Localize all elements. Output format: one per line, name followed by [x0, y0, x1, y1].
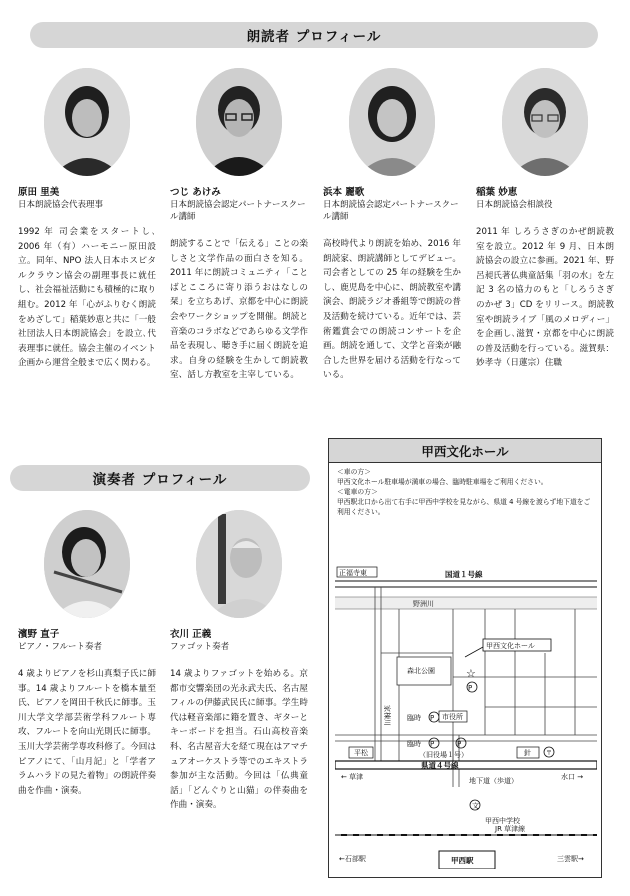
portrait-photo [196, 68, 282, 176]
player-profile-banner [10, 465, 310, 491]
portrait-photo [502, 68, 588, 176]
reader-profile-4 [476, 68, 614, 371]
reader-profile-banner [30, 22, 598, 48]
label-route1: 国道１号線 [445, 570, 483, 579]
reader-profile-2 [170, 68, 308, 383]
label-yasugawa: 野洲川 [413, 600, 434, 608]
person-name: 原田 里美 [18, 187, 60, 198]
access-info [329, 463, 601, 517]
person-bio: 4 歳よりピアノを杉山真梨子氏に師事。14 歳よりフルートを橋本量至氏、ピアノを岡田千秋氏に師事。玉川大学文学部芸術学科フルート専攻、フルートを向山光則氏に師事。玉川大学芸術学専攻科修了。今回はピアノにて､「山月記」と「学者アラムハラドの見た着物」の朗読伴奏曲を作曲・演奏。 [18, 669, 156, 796]
hall-star-icon: ☆ [466, 667, 476, 680]
car-text: 甲西文化ホール駐車場が満車の場合、臨時駐車場をご利用ください。 [337, 478, 548, 486]
person-name: つじ あけみ [170, 187, 221, 198]
person-name: 浜本 麗歌 [323, 187, 365, 198]
portrait-photo [196, 510, 282, 618]
person-name: 衣川 正義 [170, 629, 212, 640]
parking-icon: P [457, 740, 462, 748]
parking-icon: P [430, 740, 435, 748]
person-role: ファゴット奏者 [170, 642, 230, 652]
label-hari: 針 [524, 749, 531, 757]
label-hall: 甲西文化ホール [486, 642, 535, 650]
label-minakuchi-direction: 水口 → [561, 773, 584, 781]
person-role: 日本朗読協会認定パートナースクール講師 [170, 200, 306, 222]
label-old-city-hall: （旧役場１号） [419, 751, 468, 759]
access-map [335, 557, 597, 869]
parking-icon: P [468, 684, 473, 692]
portrait-photo [349, 68, 435, 176]
label-kusatsu-direction: ← 草津 [341, 773, 364, 781]
person-role: 日本朗読協会認定パートナースクール講師 [323, 200, 459, 222]
person-bio: 14 歳よりファゴットを始める。京都市交響楽団の光永武夫氏、名古屋フィルの伊藤武民氏に師事。学生時代は軽音楽部に籍を置き、ギターとキーボードを担当。石山高校音楽科、名古屋音大を経て現在はアマチュアオーケストラ等でのエキストラ参加が主な活動。今回は「仏典童話」「どんぐりと山猫」の伴奏曲を作曲・演奏。 [170, 669, 308, 811]
reader-profile-title: 朗読者 プロフィール [246, 29, 382, 45]
player-profile-title: 演奏者 プロフィール [92, 472, 228, 488]
person-name: 稲葉 妙恵 [476, 187, 518, 198]
svg-text:文: 文 [472, 802, 479, 810]
label-ishibe-direction: ←石部駅 [339, 855, 366, 863]
svg-text:〒: 〒 [546, 750, 553, 757]
label-temp2: 臨時 [407, 740, 421, 748]
person-role: 日本朗読協会相談役 [476, 200, 553, 210]
person-role: 日本朗読協会代表理事 [18, 200, 104, 210]
label-temp1: 臨時 [407, 714, 421, 722]
person-role: ピアノ・フルート奏者 [18, 642, 102, 652]
label-ienashi: 家棟川 [383, 705, 391, 726]
person-bio: 2011 年 しろうさぎのかぜ朗読教室を設立。2012 年 9 月、日本朗読協会の設立に参画。2021 年、野呂昶氏著仏典童話集「羽の水」を左記 3 名の協力のもと「しろうさぎのかぜ 3」CD をリリース。朗読教室や朗読ライブ「風のメロディー」を企画し､滋賀・京都を中心に朗読の普及活動を行っている。滋賀県：妙孝寺（日蓮宗）住職 [476, 227, 614, 369]
label-seifukuji: 正福寺東 [339, 569, 367, 577]
venue-title: 甲西文化ホール [329, 439, 601, 463]
player-profile-1 [18, 510, 156, 798]
label-hiramatsu: 平松 [354, 749, 368, 757]
reader-profile-1 [18, 68, 156, 371]
portrait-photo [44, 510, 130, 618]
label-city-hall: 市役所 [442, 713, 463, 721]
train-heading: ＜電車の方＞ [337, 488, 378, 496]
person-name: 濱野 直子 [18, 629, 60, 640]
label-jr-line: JR 草津線 [495, 825, 526, 833]
player-profile-2 [170, 510, 308, 813]
person-bio: 1992 年 司会業をスタートし､2006 年（有）ハーモニー原田設立。同年、NPO 法人日本ホスピタルクラウン協会の副理事長に就任し、社会福祉活動にも積極的に取り組む。2012 年「心がふりむく朗読をめざして」稲葉妙恵と共に「一般社団法人日本朗読協会」を設立､代表理事に就任。協会主催のイベント企画から運営全般まで広く関わる。 [18, 227, 156, 369]
label-station: 甲西駅 [451, 856, 474, 865]
person-bio: 高校時代より朗読を始め、2016 年朗読家、朗読講師としてデビュー。司会者としての 25 年の経験を生かし、鹿児島を中心に、朗読教室や講演会、朗読ラジオ番組等で朗読の普及活動を続けている。近年では、芸術鑑賞会での朗読コンサートを企画。朗読を通して、文学と音楽が融合した世界を届ける活動を行なっている。 [323, 239, 461, 381]
label-mikumo-direction: 三雲駅→ [557, 855, 584, 863]
car-heading: ＜車の方＞ [337, 468, 371, 476]
train-text: 甲西駅北口から出て右手に甲西中学校を見ながら、県道 4 号線を渡らず地下道をご利用ください。 [337, 498, 591, 516]
venue-map-panel [328, 438, 602, 878]
label-school: 甲西中学校 [485, 817, 520, 825]
label-underpass: 地下道（歩道） [469, 777, 518, 785]
label-park: 森北公園 [407, 667, 435, 675]
reader-profile-3 [323, 68, 461, 383]
person-bio: 朗読することで「伝える」ことの楽しさと文学作品の面白さを知る。2011 年に朗読コミュニティ「ことばとこころに寄り添うおはなしの栞」を立ちあげ、京都を中心に朗読会やワークショップを開催。朗読と音楽のコラボなどであらゆる文学作品を表現し、聴き手に届く朗読を追求。自身の経験を生かして朗読教室、話し方教室を主宰している。 [170, 239, 308, 381]
parking-icon: P [430, 714, 435, 722]
label-pref-route4: 県道４号線 [421, 761, 459, 770]
portrait-photo [44, 68, 130, 176]
